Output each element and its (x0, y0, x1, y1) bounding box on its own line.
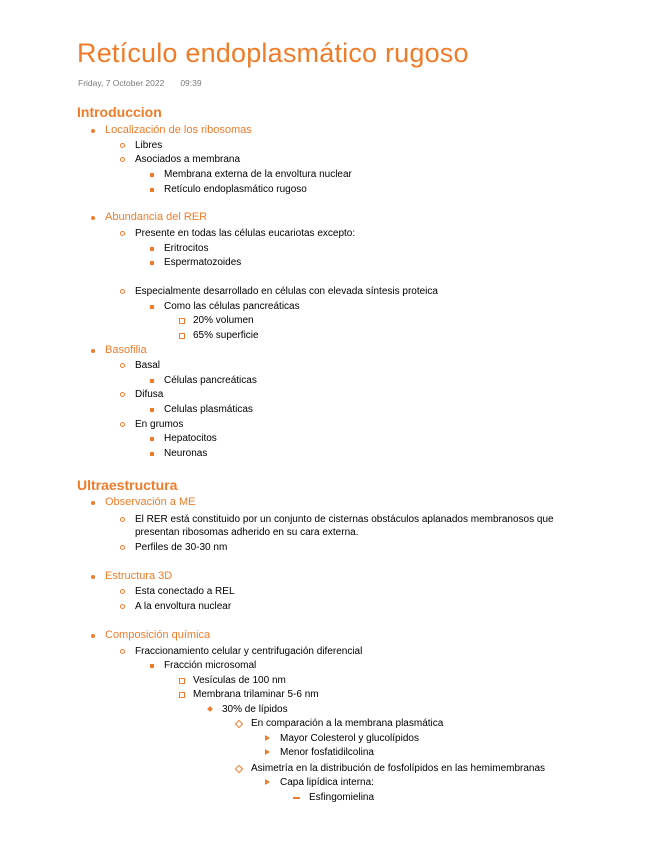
outline-item: En comparación a la membrana plasmática (251, 717, 443, 730)
outline-item: Perfiles de 30-30 nm (135, 541, 227, 554)
outline-item: Retículo endoplasmático rugoso (164, 183, 307, 196)
outline-item: Capa lipídica interna: (280, 776, 374, 789)
bullet-square-icon (150, 379, 154, 383)
bullet-square-icon (150, 452, 154, 456)
outline-item: Abundancia del RER (105, 211, 207, 224)
outline-item: A la envoltura nuclear (135, 600, 231, 613)
bullet-dot-icon (91, 349, 95, 353)
section-heading-ultraestructura: Ultraestructura (77, 477, 178, 493)
outline-item: Vesículas de 100 nm (193, 674, 286, 687)
bullet-circle-icon (120, 143, 125, 148)
page-title: Retículo endoplasmático rugoso (77, 38, 469, 68)
bullet-circle-icon (120, 363, 125, 368)
bullet-dot-icon (91, 634, 95, 638)
bullet-square-icon (150, 261, 154, 265)
bullet-hollow-square-icon (179, 678, 185, 684)
bullet-circle-icon (120, 589, 125, 594)
bullet-dot-icon (91, 501, 95, 505)
section-heading-introduccion: Introduccion (77, 104, 162, 120)
bullet-square-icon (150, 437, 154, 441)
outline-item: Mayor Colesterol y glucolípidos (280, 732, 419, 745)
outline-item: 65% superficie (193, 329, 259, 342)
outline-item: Especialmente desarrollado en células con elevada síntesis proteica (135, 285, 438, 298)
bullet-hollow-diamond-icon (235, 719, 243, 727)
outline-item: Estructura 3D (105, 570, 172, 583)
bullet-hollow-square-icon (179, 692, 185, 698)
bullet-arrow-icon (265, 779, 270, 785)
bullet-hollow-diamond-icon (235, 764, 243, 772)
bullet-hollow-square-icon (179, 318, 185, 324)
page-time: 09:39 (180, 78, 202, 88)
outline-item: Asociados a membrana (135, 153, 240, 166)
outline-item: Membrana trilaminar 5-6 nm (193, 688, 319, 701)
bullet-circle-icon (120, 289, 125, 294)
bullet-dot-icon (91, 129, 95, 133)
bullet-circle-icon (120, 604, 125, 609)
bullet-diamond-icon (207, 706, 213, 712)
outline-item: Menor fosfatidilcolina (280, 746, 374, 759)
outline-item: En grumos (135, 418, 183, 431)
outline-item-continuation: presentan ribosomas adherido en su cara externa. (135, 527, 359, 538)
bullet-circle-icon (120, 231, 125, 236)
bullet-circle-icon (120, 157, 125, 162)
outline-item: Como las células pancreáticas (164, 300, 300, 313)
outline-item: Membrana externa de la envoltura nuclear (164, 168, 352, 181)
outline-item: Celulas plasmáticas (164, 403, 253, 416)
bullet-arrow-icon (265, 749, 270, 755)
bullet-square-icon (150, 247, 154, 251)
outline-item: 30% de lípidos (222, 703, 288, 716)
outline-item: Eritrocitos (164, 242, 208, 255)
bullet-square-icon (150, 305, 154, 309)
outline-item: Fracción microsomal (164, 659, 256, 672)
outline-item: Composición química (105, 629, 210, 642)
bullet-circle-icon (120, 517, 125, 522)
outline-item: Basal (135, 359, 160, 372)
bullet-circle-icon (120, 649, 125, 654)
bullet-square-icon (150, 408, 154, 412)
bullet-square-icon (150, 664, 154, 668)
bullet-dot-icon (91, 575, 95, 579)
bullet-dash-icon (293, 797, 300, 799)
bullet-circle-icon (120, 545, 125, 550)
outline-item: Esta conectado a REL (135, 585, 235, 598)
outline-item: Basofilia (105, 344, 147, 357)
outline-item: Neuronas (164, 447, 207, 460)
outline-item: El RER está constituido por un conjunto de cisternas obstáculos aplanados membranosos que (135, 513, 554, 526)
outline-item: Células pancreáticas (164, 374, 257, 387)
bullet-arrow-icon (265, 735, 270, 741)
outline-item: Localización de los ribosomas (105, 124, 252, 137)
outline-item: Espermatozoides (164, 256, 241, 269)
outline-item: Esfingomielina (309, 791, 374, 804)
bullet-square-icon (150, 173, 154, 177)
outline-item: Observación a ME (105, 496, 195, 509)
page-date: Friday, 7 October 2022 (78, 78, 165, 88)
bullet-circle-icon (120, 422, 125, 427)
outline-item: Libres (135, 139, 162, 152)
outline-item: 20% volumen (193, 314, 254, 327)
bullet-square-icon (150, 188, 154, 192)
outline-item: Hepatocitos (164, 432, 217, 445)
page-meta (78, 78, 202, 88)
outline-item: Asimetría en la distribución de fosfolípidos en las hemimembranas (251, 762, 545, 775)
outline-item: Presente en todas las células eucariotas excepto: (135, 227, 355, 240)
outline-item: Difusa (135, 388, 163, 401)
outline-item: Fraccionamiento celular y centrifugación diferencial (135, 645, 362, 658)
bullet-dot-icon (91, 216, 95, 220)
bullet-hollow-square-icon (179, 333, 185, 339)
bullet-circle-icon (120, 392, 125, 397)
